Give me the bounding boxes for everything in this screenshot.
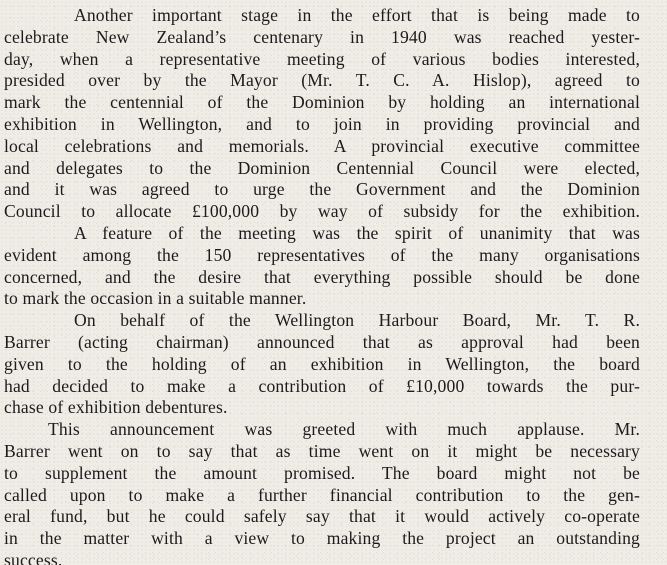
text-line: presided over by the Mayor (Mr. T. C. A. Hislop), agreed to: [4, 70, 640, 91]
text-line: On behalf of the Wellington Harbour Board, Mr. T. R.: [74, 310, 640, 331]
text-line: to supplement the amount promised. The board might not be: [4, 462, 640, 483]
text-line: concerned, and the desire that everything possible should be done: [4, 266, 640, 287]
text-line: day, when a representative meeting of various bodies interested,: [4, 48, 640, 69]
text-line: given to the holding of an exhibition in Wellington, the board: [4, 353, 640, 374]
article-body: [4, 5, 640, 565]
text-line: eral fund, but he could safely say that it would actively co-operate: [4, 506, 640, 527]
text-line: to mark the occasion in a suitable manner.: [4, 288, 307, 309]
text-line: Another important stage in the effort that is being made to: [74, 5, 640, 25]
text-line: evident among the 150 representatives of the many organisations: [4, 244, 640, 265]
text-line: called upon to make a further financial contribution to the gen-: [4, 484, 640, 505]
text-line: mark the centennial of the Dominion by holding an international: [4, 92, 640, 113]
paragraph-1: [4, 5, 640, 223]
text-line: success.: [4, 549, 63, 565]
text-line: and delegates to the Dominion Centennial Council were elected,: [4, 157, 640, 178]
text-line: local celebrations and memorials. A provincial executive committee: [4, 135, 640, 156]
text-line: exhibition in Wellington, and to join in providing provincial and: [4, 113, 640, 134]
text-line: in the matter with a view to making the project an outstanding: [4, 528, 640, 549]
paragraph-2: [4, 223, 640, 310]
text-line: had decided to make a contribution of £10,000 towards the pur-: [4, 375, 640, 396]
text-line: celebrate New Zealand’s centenary in 1940 was reached yester-: [4, 26, 640, 47]
text-line: Barrer (acting chairman) announced that as approval had been: [4, 331, 640, 352]
paragraph-3: [4, 310, 640, 419]
paragraph-4: [4, 419, 640, 565]
text-line: and it was agreed to urge the Government and the Dominion: [4, 179, 640, 200]
text-line: chase of exhibition debentures.: [4, 397, 228, 418]
text-line: A feature of the meeting was the spirit of unanimity that was: [74, 222, 640, 243]
text-line: This announcement was greeted with much applause. Mr.: [48, 419, 640, 440]
text-line: Council to allocate £100,000 by way of subsidy for the exhibition.: [4, 201, 640, 222]
text-line: Barrer went on to say that as time went on it might be necessary: [4, 440, 640, 461]
